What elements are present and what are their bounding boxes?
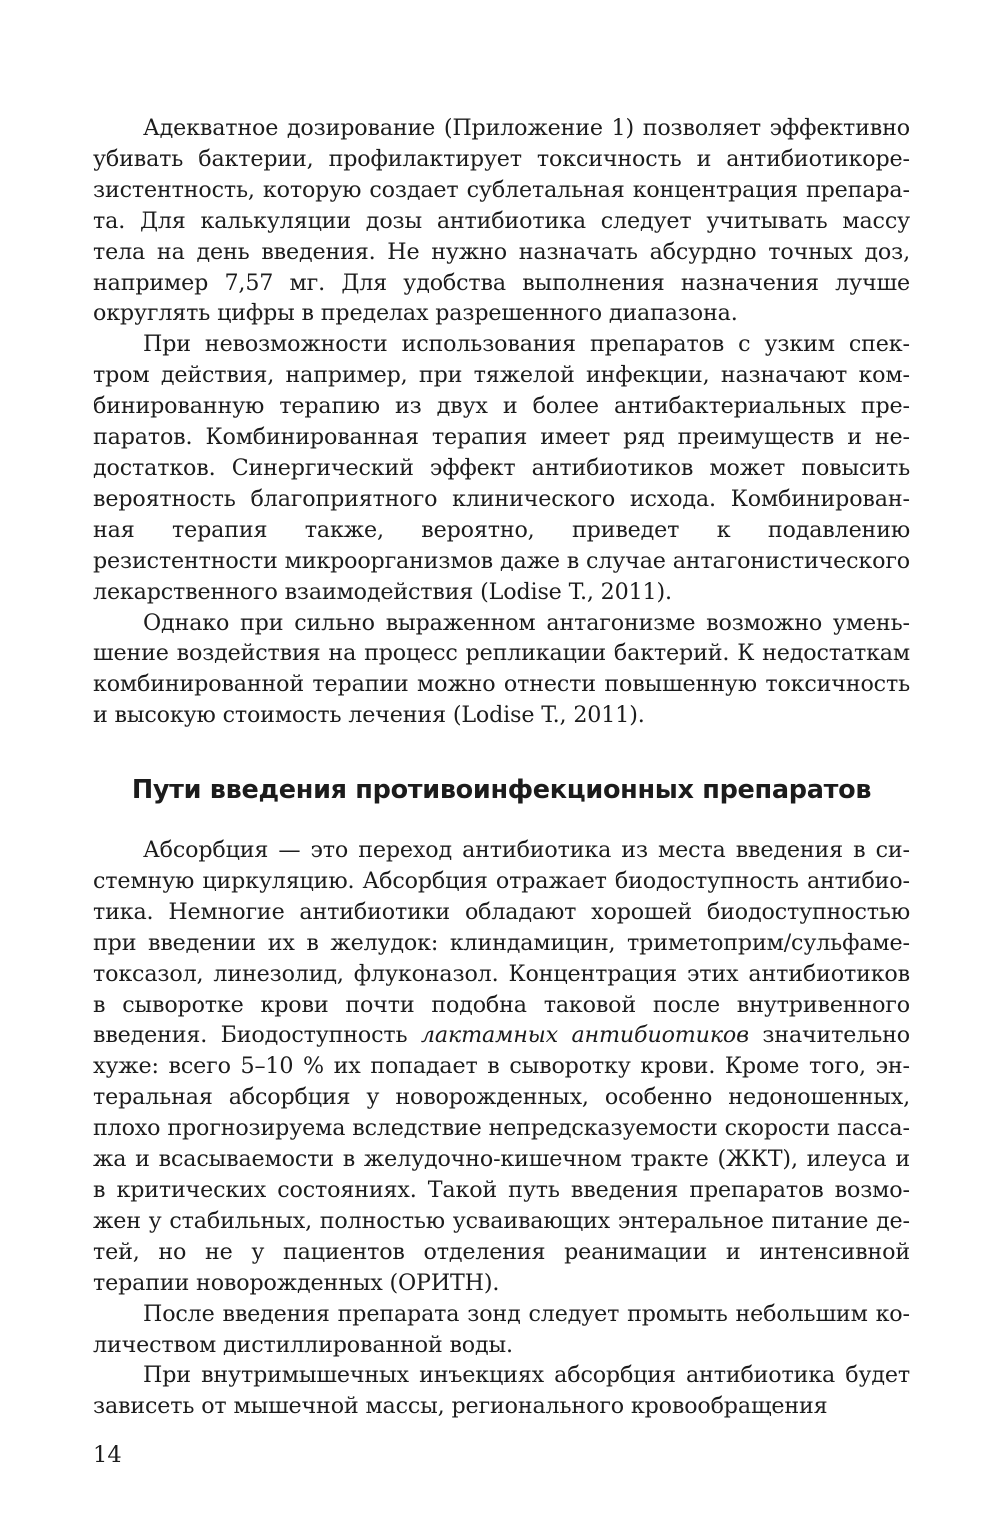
paragraph-antagonism: Однако при сильно выраженном антагонизме возможно уменьшение воздействия на процесс репликации бактерий. К недостаткам комбинированной терапии можно отнести повышенную токсичность и высокую стоимость лечения (Lodise T., 2011). <box>93 609 910 729</box>
paragraph-probe-flush: После введения препарата зонд следует промыть небольшим количеством дистиллированной воды. <box>93 1300 910 1358</box>
absorption-text-end: значительно хуже: всего 5–10 % их попадает в сыворотку крови. Кроме того, энтеральная абсорбция у новорожденных, особенно недоношенных, плохо прогнозируема вследствие непредсказуемости скорости пассажа и всасываемости в желудочно-кишечном тракте (ЖКТ), илеуса и в критических состояниях. Такой путь введения препаратов возможен у стабильных, полностью усваивающих энтеральное питание детей, но не у пациентов отделения реанимации и интенсивной терапии новорожденных (ОРИТН). <box>93 1022 911 1296</box>
section-administration-routes <box>93 835 910 1422</box>
paragraph-dosing: Адекватное дозирование (Приложение 1) позволяет эффективно убивать бактерии, профилактирует токсичность и антибиотикорезистентность, которую создает сублетальная концентрация препарата. Для калькуляции дозы антибиотика следует учитывать массу тела на день введения. Не нужно назначать абсурдно точных доз, например 7,57 мг. Для удобства выполнения назначения лучше округлять цифры в пределах разрешенного диапазона. <box>93 115 910 327</box>
paragraph-combination-therapy: При невозможности использования препаратов с узким спектром действия, например, при тяжелой инфекции, назначают комбинированную терапию из двух и более антибактериальных препаратов. Комбинированная терапия имеет ряд преимуществ и недостатков. Синергический эффект антибиотиков может повысить вероятность благоприятного клинического исхода. Комбинированная терапия также, вероятно, приведет к подавлению резистентности микроорганизмов даже в случае антагонистического лекарственного взаимодействия (Lodise T., 2011). <box>93 331 910 605</box>
page-number: 14 <box>93 1442 122 1468</box>
absorption-italic-term: лактамных антибиотиков <box>420 1022 749 1049</box>
page-body <box>93 113 911 1420</box>
section-dosing <box>93 113 910 731</box>
paragraph-intramuscular: При внутримышечных инъекциях абсорбция антибиотика будет зависеть от мышечной массы, регионального кровообращения <box>93 1362 910 1420</box>
section-heading: Пути введения противоинфекционных препаратов <box>131 775 872 805</box>
absorption-text-start: Абсорбция — это переход антибиотика из места введения в системную циркуляцию. Абсорбция отражает биодоступность антибиотика. Немногие антибиотики обладают хорошей биодоступностью при введении их в желудок: клиндамицин, триметоприм/сульфаметоксазол, линезолид, флуконазол. Концентрация этих антибиотиков в сыворотке крови почти подобна таковой после внутривенного введения. Биодоступность <box>93 837 910 1049</box>
paragraph-absorption <box>93 835 910 1299</box>
